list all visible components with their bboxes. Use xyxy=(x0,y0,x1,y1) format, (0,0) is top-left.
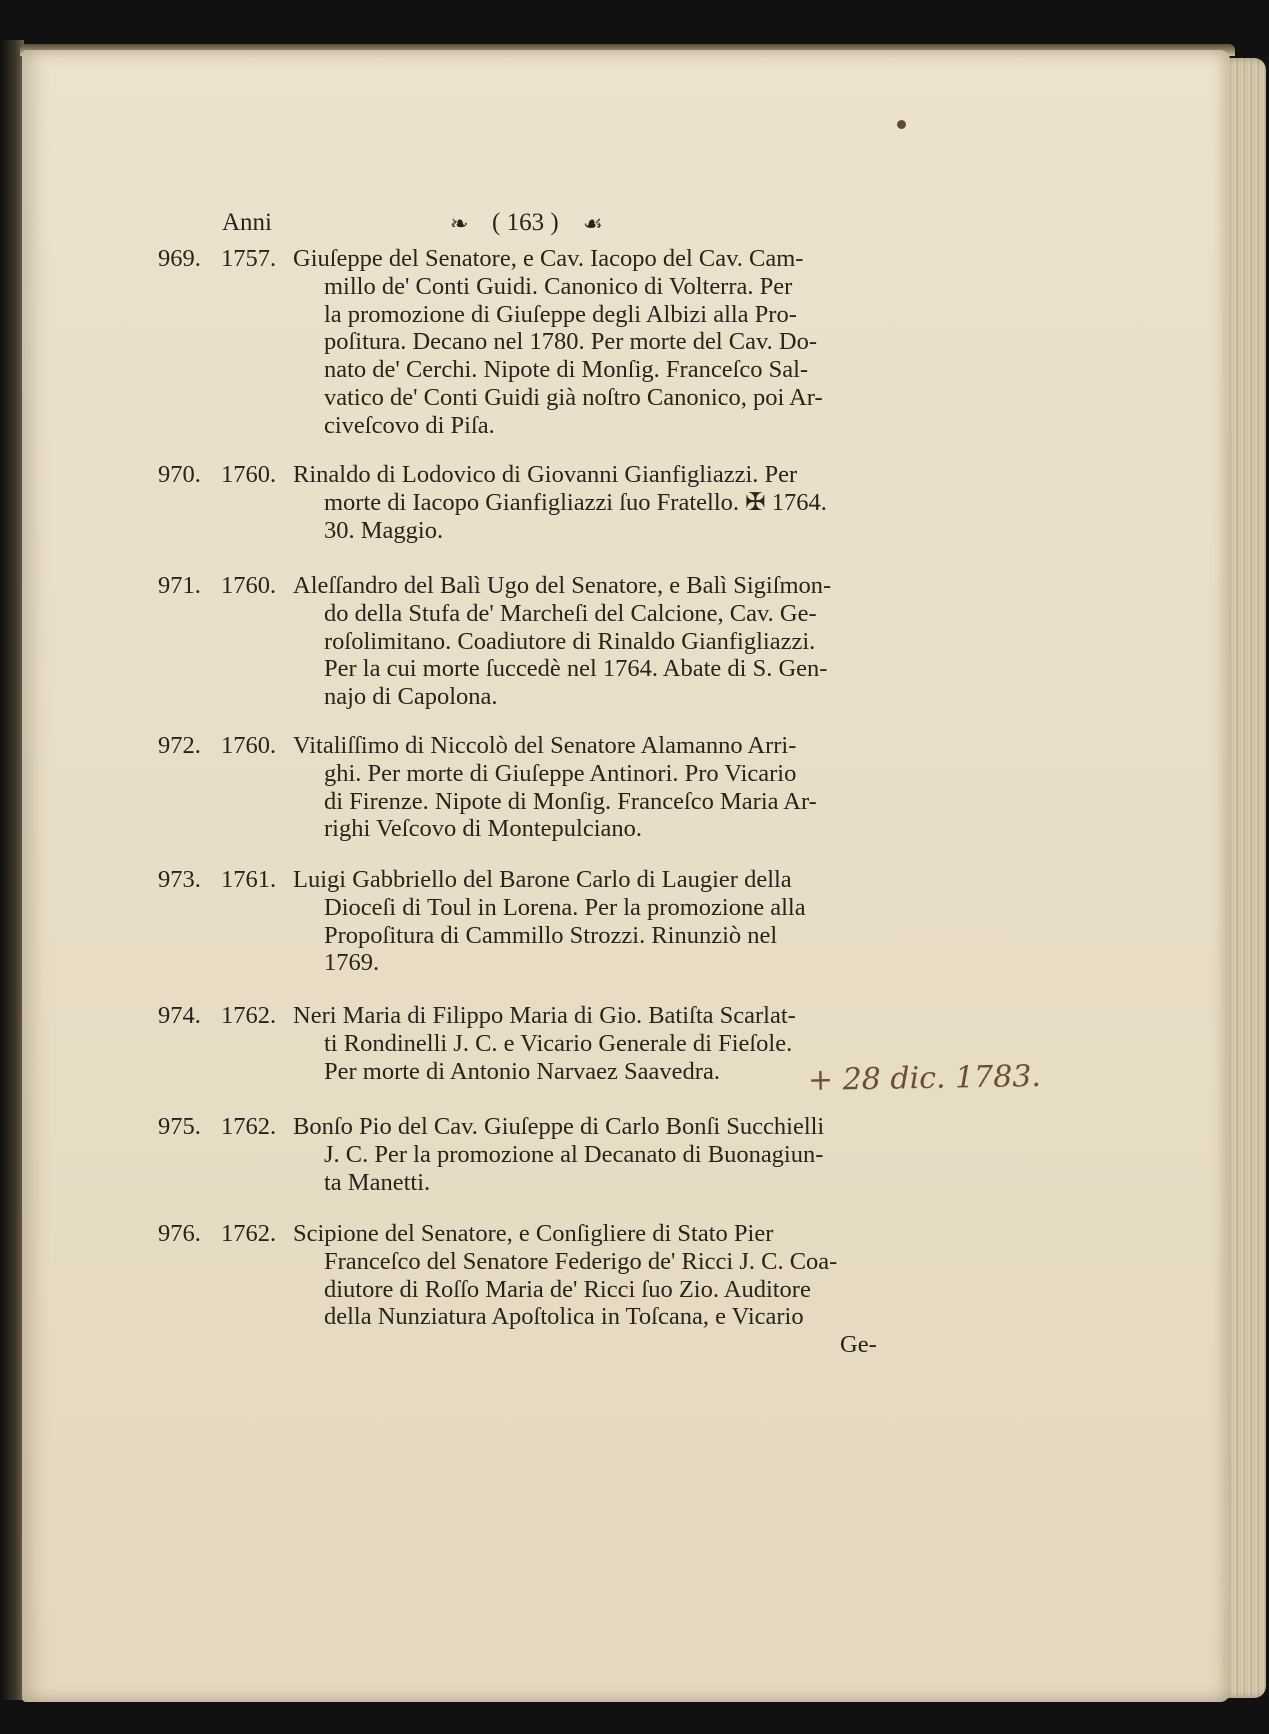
entry-line: Per la cui morte ſuccedè nel 1764. Abate di S. Gen- xyxy=(324,655,828,683)
ornament-right-icon: ☙ xyxy=(583,211,601,236)
entry-year: 1760. xyxy=(221,461,277,488)
entry-line: poſitura. Decano nel 1780. Per morte del Cav. Do- xyxy=(324,328,818,356)
entry-line: 1769. xyxy=(324,949,380,977)
ink-stain xyxy=(897,120,906,129)
entry-number: 971. xyxy=(158,572,201,599)
entry-year: 1757. xyxy=(221,245,277,272)
entry-line: Luigi Gabbriello del Barone Carlo di Laugier della xyxy=(293,866,792,893)
entry-text xyxy=(293,866,908,977)
entry-text xyxy=(293,572,908,711)
entry-line: 30. Maggio. xyxy=(324,516,444,544)
entry-line: do della Stufa de' Marcheſi del Calcione, Cav. Ge- xyxy=(324,599,817,627)
entry-line: di Firenze. Nipote di Monſig. Franceſco Maria Ar- xyxy=(324,787,817,815)
handwritten-annotation: + 28 dic. 1783. xyxy=(807,1058,1042,1099)
entry-year: 1762. xyxy=(221,1220,277,1247)
entry-line: della Nunziatura Apoſtolica in Toſcana, e Vicario xyxy=(324,1303,804,1331)
entry-line: ti Rondinelli J. C. e Vicario Generale di Fieſole. xyxy=(324,1029,793,1057)
entry-year: 1760. xyxy=(221,732,277,759)
entry-line: la promozione di Giuſeppe degli Albizi alla Pro- xyxy=(324,300,797,328)
entry-number: 975. xyxy=(158,1113,201,1140)
entry-line: J. C. Per la promozione al Decanato di Buonagiun- xyxy=(324,1140,824,1168)
entry-line: Aleſſandro del Balì Ugo del Senatore, e Balì Sigiſmon- xyxy=(293,572,832,599)
entry-line: Dioceſi di Toul in Lorena. Per la promozione alla xyxy=(324,893,806,921)
entry-line: civeſcovo di Piſa. xyxy=(324,411,495,439)
entry-number: 976. xyxy=(158,1220,201,1247)
entry-year: 1760. xyxy=(221,572,277,599)
entry-number: 973. xyxy=(158,866,201,893)
entry-line: ghi. Per morte di Giuſeppe Antinori. Pro Vicario xyxy=(324,759,797,787)
entry-line: Vitaliſſimo di Niccolò del Senatore Alamanno Arri- xyxy=(293,732,797,759)
entry-number: 972. xyxy=(158,732,201,759)
entry-text xyxy=(293,245,908,440)
entry-text xyxy=(293,1113,908,1196)
entry-year: 1761. xyxy=(221,866,277,893)
entry-line: Giuſeppe del Senatore, e Cav. Iacopo del Cav. Cam- xyxy=(293,245,804,272)
catchword: Ge- xyxy=(840,1331,877,1358)
book-gutter xyxy=(0,40,24,1700)
entry-line: Neri Maria di Filippo Maria di Gio. Batiſta Scarlat- xyxy=(293,1002,796,1029)
entry-line: najo di Capolona. xyxy=(324,683,498,711)
header-anni-label: Anni xyxy=(222,209,272,236)
entry-text xyxy=(293,1220,908,1331)
entry-line: Rinaldo di Lodovico di Giovanni Gianfigliazzi. Per xyxy=(293,461,798,488)
entry-line: vatico de' Conti Guidi già noſtro Canonico, poi Ar- xyxy=(324,383,823,411)
entry-text xyxy=(293,461,908,544)
running-header xyxy=(222,205,902,241)
entry-line: Per morte di Antonio Narvaez Saavedra. xyxy=(324,1057,720,1085)
entry-line: roſolimitano. Coadiutore di Rinaldo Gianfigliazzi. xyxy=(324,627,816,655)
entry-number: 974. xyxy=(158,1002,201,1029)
entry-line: Franceſco del Senatore Federigo de' Ricci J. C. Coa- xyxy=(324,1247,838,1275)
entry-line: Propoſitura di Cammillo Strozzi. Rinunziò nel xyxy=(324,921,778,949)
entry-number: 969. xyxy=(158,245,201,272)
entry-line: morte di Iacopo Gianfigliazzi ſuo Fratello. ✠ 1764. xyxy=(324,488,827,516)
entry-line: millo de' Conti Guidi. Canonico di Volterra. Per xyxy=(324,272,793,300)
entry-line: ta Manetti. xyxy=(324,1168,431,1196)
entry-text xyxy=(293,732,908,843)
entry-line: Scipione del Senatore, e Conſigliere di Stato Pier xyxy=(293,1220,774,1247)
entry-line: righi Veſcovo di Montepulciano. xyxy=(324,815,642,843)
page-number: ( 163 ) xyxy=(492,209,559,236)
ornament-left-icon: ❧ xyxy=(450,211,467,236)
entry-year: 1762. xyxy=(221,1113,277,1140)
entry-line: diutore di Roſſo Maria de' Ricci ſuo Zio. Auditore xyxy=(324,1275,811,1303)
entry-line: Bonſo Pio del Cav. Giuſeppe di Carlo Bonſi Succhielli xyxy=(293,1113,825,1140)
entry-number: 970. xyxy=(158,461,201,488)
entry-line: nato de' Cerchi. Nipote di Monſig. Franceſco Sal- xyxy=(324,356,809,384)
entry-year: 1762. xyxy=(221,1002,277,1029)
